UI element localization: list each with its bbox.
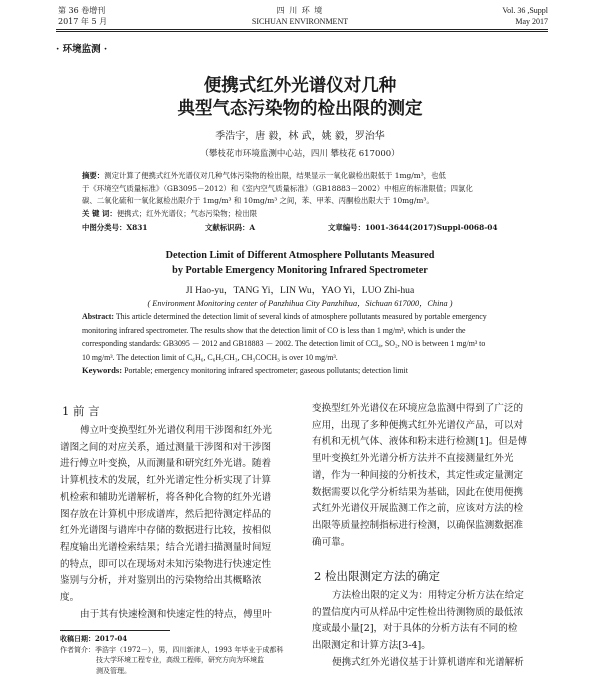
abstract-cn xyxy=(82,170,534,220)
right-col-line3: 有机和无机气体、液体和粉末进行检测[1]。但是傅 xyxy=(312,436,528,448)
section2-heading: 2 检出限测定方法的确定 xyxy=(314,569,440,583)
title-cn-line2: 典型气态污染物的检出限的测定 xyxy=(177,99,423,119)
right-col2-line3: 度或最小量[2]，对于具体的分析方法有不同的检 xyxy=(312,623,518,635)
affiliation-cn: （攀枝花市环境监测中心站，四川 攀枝花 617000） xyxy=(200,149,400,159)
article-number: 文章编号：1001-3644(2017)Suppl-0068-04 xyxy=(328,223,498,232)
right-col-line1: 变换型红外光谱仪在环境应急监测中得到了广泛的 xyxy=(312,403,524,414)
header-date-en: May 2017 xyxy=(515,17,548,26)
keywords-cn: 关 键 词：便携式；红外光谱仪；气态污染物；检出限 xyxy=(82,208,258,218)
abstract-en-label: Abstract: xyxy=(82,312,114,321)
header-journal-cn: 四 川 环 境 xyxy=(276,6,324,15)
right-col2-line1: 方法检出限的定义为：用特定分析方法在给定 xyxy=(332,590,524,601)
authors-en: JI Hao-yu，TANG Yi，LIN Wu，YAO Yi，LUO Zhi-hua xyxy=(185,285,415,296)
right-col-line4: 里叶变换红外光谱分析方法并不直接测量红外光 xyxy=(312,453,514,465)
left-col-line12: 由于其有快速检测和快速定性的特点，傅里叶 xyxy=(80,608,272,620)
footnote-rule xyxy=(60,630,170,631)
left-col-line10: 鉴别与分析，并对鉴别出的污染物给出其概略浓 xyxy=(60,575,262,587)
affiliation-en: ( Environment Monitoring center of Panzhihua City Panzhihua，Sichuan 617000，China ) xyxy=(147,299,453,308)
footnote-author-line3: 测及管理。 xyxy=(96,666,131,675)
title-en-line1: Detection Limit of Different Atmosphere Pollutants Measured xyxy=(165,250,435,261)
left-col-line8: 程度输出光谱检索结果；结合光谱扫描测量时间短 xyxy=(60,541,272,553)
footnote-author-line2: 技大学环境工程专业，高级工程师，研究方向为环境监 xyxy=(96,656,264,664)
abstract-cn-line3: 碳、二氧化硫和一氧化氮检出限介于 1mg/m³ 和 10mg/m³ 之间，苯、甲苯、丙酮检出限大于 10mg/m³。 xyxy=(82,196,434,205)
abstract-cn-label: 摘要： xyxy=(82,171,105,180)
right-col-line6: 数据需要以化学分析结果为基础，因此在使用便携 xyxy=(312,486,524,498)
left-col-line6: 图存放在计算机中形成谱库，然后把待测定样品的 xyxy=(60,508,272,520)
left-col-line7: 红外光谱图与谱库中存储的数据进行比较，按相似 xyxy=(60,525,272,537)
right-col-line5: 谱，作为一种间接的分析技术，其定性或定量测定 xyxy=(312,469,524,481)
header-volume: 第 36 卷增刊 xyxy=(58,6,106,15)
left-col-line5: 机检索和辅助光谱解析，将各种化合物的红外光谱 xyxy=(60,491,272,503)
section1-heading: 1 前 言 xyxy=(62,404,100,418)
right-col-line8: 出限等质量控制指标进行检测，以确保监测数据准 xyxy=(312,519,524,531)
abstract-en xyxy=(82,310,542,378)
footnote-author-line1: 作者简介：季浩宇（1972－），男，四川新津人，1993 年毕业于成都科 xyxy=(60,645,284,654)
left-col-line1: 傅立叶变换型红外光谱仪利用干涉图和红外光 xyxy=(80,425,272,436)
header-journal-en: SICHUAN ENVIRONMENT xyxy=(251,17,349,26)
footnote xyxy=(60,634,300,676)
left-col-line3: 进行傅立叶变换，从而测量和研究红外光谱。随着 xyxy=(60,458,272,470)
abstract-en-line1: Abstract: This article determined the detection limit of several kinds of atmosphere pollutants measured by portable emergency xyxy=(82,312,487,321)
header-rule-double xyxy=(56,31,548,32)
left-col-line2: 谱图之间的对应关系，通过测量干涉图和对干涉图 xyxy=(60,441,272,453)
left-col-line11: 度。 xyxy=(60,592,80,604)
keywords-en: Keywords: Portable; emergency monitoring infrared spectrometer; gaseous pollutants; detection limit xyxy=(82,365,408,375)
keywords-cn-label: 关 键 词： xyxy=(82,208,117,218)
abstract-en-line2: monitoring infrared spectrometer. The results show that the detection limit of CO is less than 1 mg/m³, which is under the xyxy=(82,325,466,335)
keywords-en-label: Keywords: xyxy=(82,365,123,375)
right-col-line9: 确可靠。 xyxy=(312,536,351,548)
left-col-line9: 的特点，即可以在现场对未知污染物进行快速定性 xyxy=(60,558,272,570)
header-volume-en: Vol. 36 ,Suppl xyxy=(502,6,548,15)
right-column-body xyxy=(312,401,548,551)
section-label: · 环境监测 · xyxy=(56,44,108,55)
right-col2-line2: 的置信度内可从样品中定性检出待测物质的最低浓 xyxy=(312,606,524,618)
title-cn-line1: 便携式红外光谱仪对几种 xyxy=(203,76,397,96)
right-col2-line4: 出限测定和计算方法[3-4]。 xyxy=(312,640,431,652)
header-rule xyxy=(56,29,548,30)
right-column-body-2 xyxy=(312,588,548,672)
left-col-line4: 计算机技术的发展，红外光谱定性分析实现了计算 xyxy=(60,475,272,487)
title-en-line2: by Portable Emergency Monitoring Infrared Spectrometer xyxy=(172,265,428,276)
authors-cn: 季浩宇，唐 毅，林 武，姚 毅，罗治华 xyxy=(215,131,385,142)
right-col-line7: 式红外光谱仪开展监测工作之前，应该对方法的检 xyxy=(312,503,524,515)
footnote-received: 收稿日期：2017-04 xyxy=(60,634,128,643)
abstract-cn-line1: 摘要：测定计算了便携式红外光谱仪对几种气体污染物的检出限，结果显示一氧化碳检出限低于 1mg/m³，也低 xyxy=(82,171,446,180)
abstract-en-line3: corresponding standards: GB3095 － 2012 and GB18883 － 2002. The detection limit of CCl₄, SO₂, NO is between 1 mg/m³ to xyxy=(82,339,486,348)
left-column-body xyxy=(60,423,296,623)
right-col-line2: 应用，出现了多种便携式红外光谱仪产品，可以对 xyxy=(312,419,524,431)
abstract-en-line4: 10 mg/m³. The detection limit of C₆H₆, C₆H₅CH₃, CH₃COCH₃ is over 10 mg/m³. xyxy=(82,352,338,362)
clc-number: 中图分类号：X831 xyxy=(82,223,148,232)
right-col2-line5: 便携式红外光谱仪基于计算机谱库和光谱解析 xyxy=(332,656,524,668)
header-date: 2017 年 5 月 xyxy=(58,17,108,26)
abstract-cn-line2: 于《环境空气质量标准》（GB3095－2012）和《室内空气质量标准》（GB18883－2002）中相应的标准限值；四氯化 xyxy=(82,183,473,193)
document-code: 文献标识码：A xyxy=(205,223,256,232)
